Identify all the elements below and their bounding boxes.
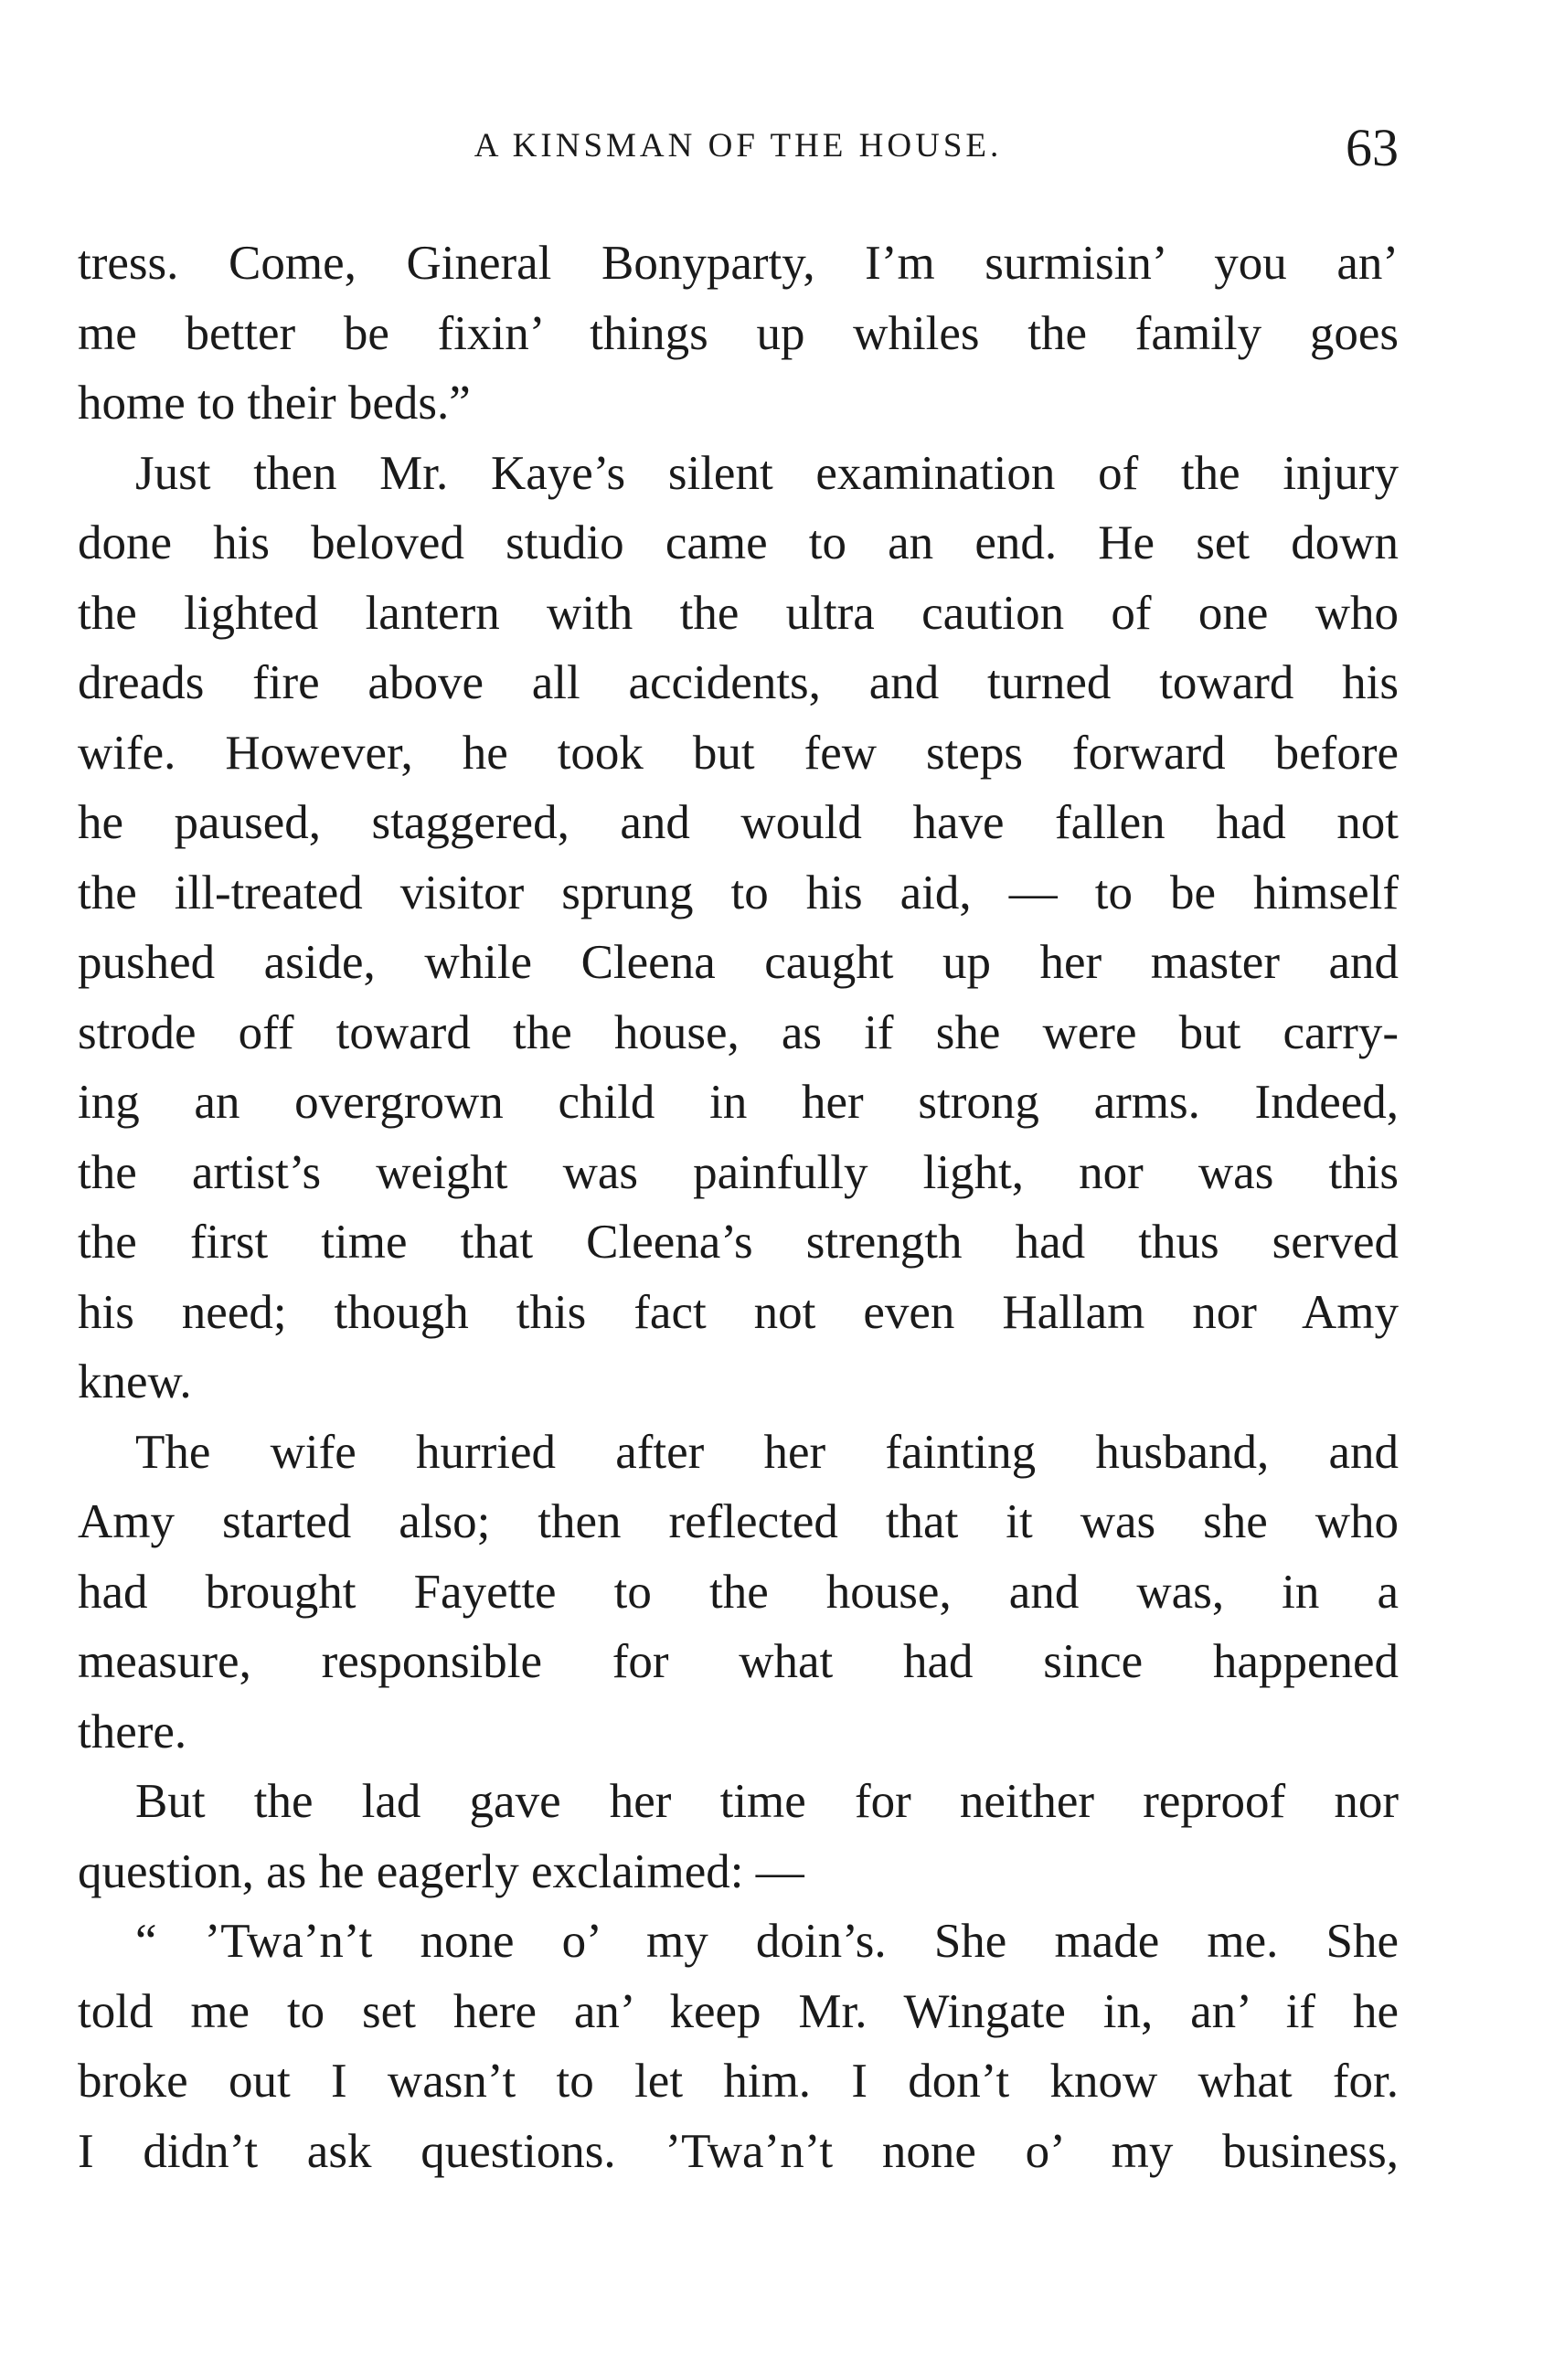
text-line: ing an overgrown child in her strong arms. Indeed,	[78, 1076, 1399, 1129]
paragraph	[78, 1418, 1399, 1768]
body-text	[78, 228, 1399, 2186]
paragraph	[78, 228, 1399, 439]
text-line: he paused, staggered, and would have fallen had not	[78, 796, 1399, 849]
text-line: his need; though this fact not even Hallam nor Amy	[78, 1285, 1399, 1339]
text-line: there.	[78, 1705, 187, 1758]
running-title: A KINSMAN OF THE HOUSE.	[474, 127, 1003, 165]
text-line: the artist’s weight was painfully light, nor was this	[78, 1145, 1399, 1199]
paragraph	[78, 439, 1399, 1418]
text-line: dreads fire above all accidents, and turned toward his	[78, 656, 1399, 709]
page-header	[78, 117, 1399, 190]
text-line: pushed aside, while Cleena caught up her master and	[78, 936, 1399, 989]
paragraph	[78, 1907, 1399, 2186]
text-line: home to their beds.”	[78, 377, 471, 430]
text-line: “ ’Twa’n’t none o’ my doin’s. She made me. She	[135, 1915, 1399, 1968]
text-line: me better be fixin’ things up whiles the family goes	[78, 306, 1399, 360]
text-line: the ill-treated visitor sprung to his aid, — to be himself	[78, 866, 1399, 919]
text-line: tress. Come, Gineral Bonyparty, I’m surmisin’ you an’	[78, 237, 1399, 290]
text-line: strode off toward the house, as if she were but carry-	[78, 1005, 1399, 1059]
text-line: measure, responsible for what had since happened	[78, 1635, 1399, 1688]
text-line: the lighted lantern with the ultra caution of one who	[78, 586, 1399, 640]
text-line: Amy started also; then reflected that it was she who	[78, 1495, 1399, 1548]
text-line: the first time that Cleena’s strength had thus served	[78, 1216, 1399, 1269]
text-line: told me to set here an’ keep Mr. Wingate in, an’ if he	[78, 1984, 1399, 2038]
page-number: 63	[1346, 118, 1399, 177]
text-line: But the lad gave her time for neither reproof nor	[135, 1775, 1399, 1828]
text-line: knew.	[78, 1355, 192, 1408]
text-line: broke out I wasn’t to let him. I don’t know what for.	[78, 2055, 1399, 2108]
paragraph	[78, 1767, 1399, 1907]
text-line: had brought Fayette to the house, and was, in a	[78, 1565, 1399, 1619]
text-line: I didn’t ask questions. ’Twa’n’t none o’ my business,	[78, 2124, 1399, 2178]
text-line: wife. However, he took but few steps forward before	[78, 726, 1399, 780]
text-line: done his beloved studio came to an end. He set down	[78, 516, 1399, 569]
text-line: Just then Mr. Kaye’s silent examination of the injury	[135, 446, 1399, 500]
text-line: The wife hurried after her fainting husband, and	[135, 1425, 1399, 1479]
text-line: question, as he eagerly exclaimed: —	[78, 1844, 804, 1898]
